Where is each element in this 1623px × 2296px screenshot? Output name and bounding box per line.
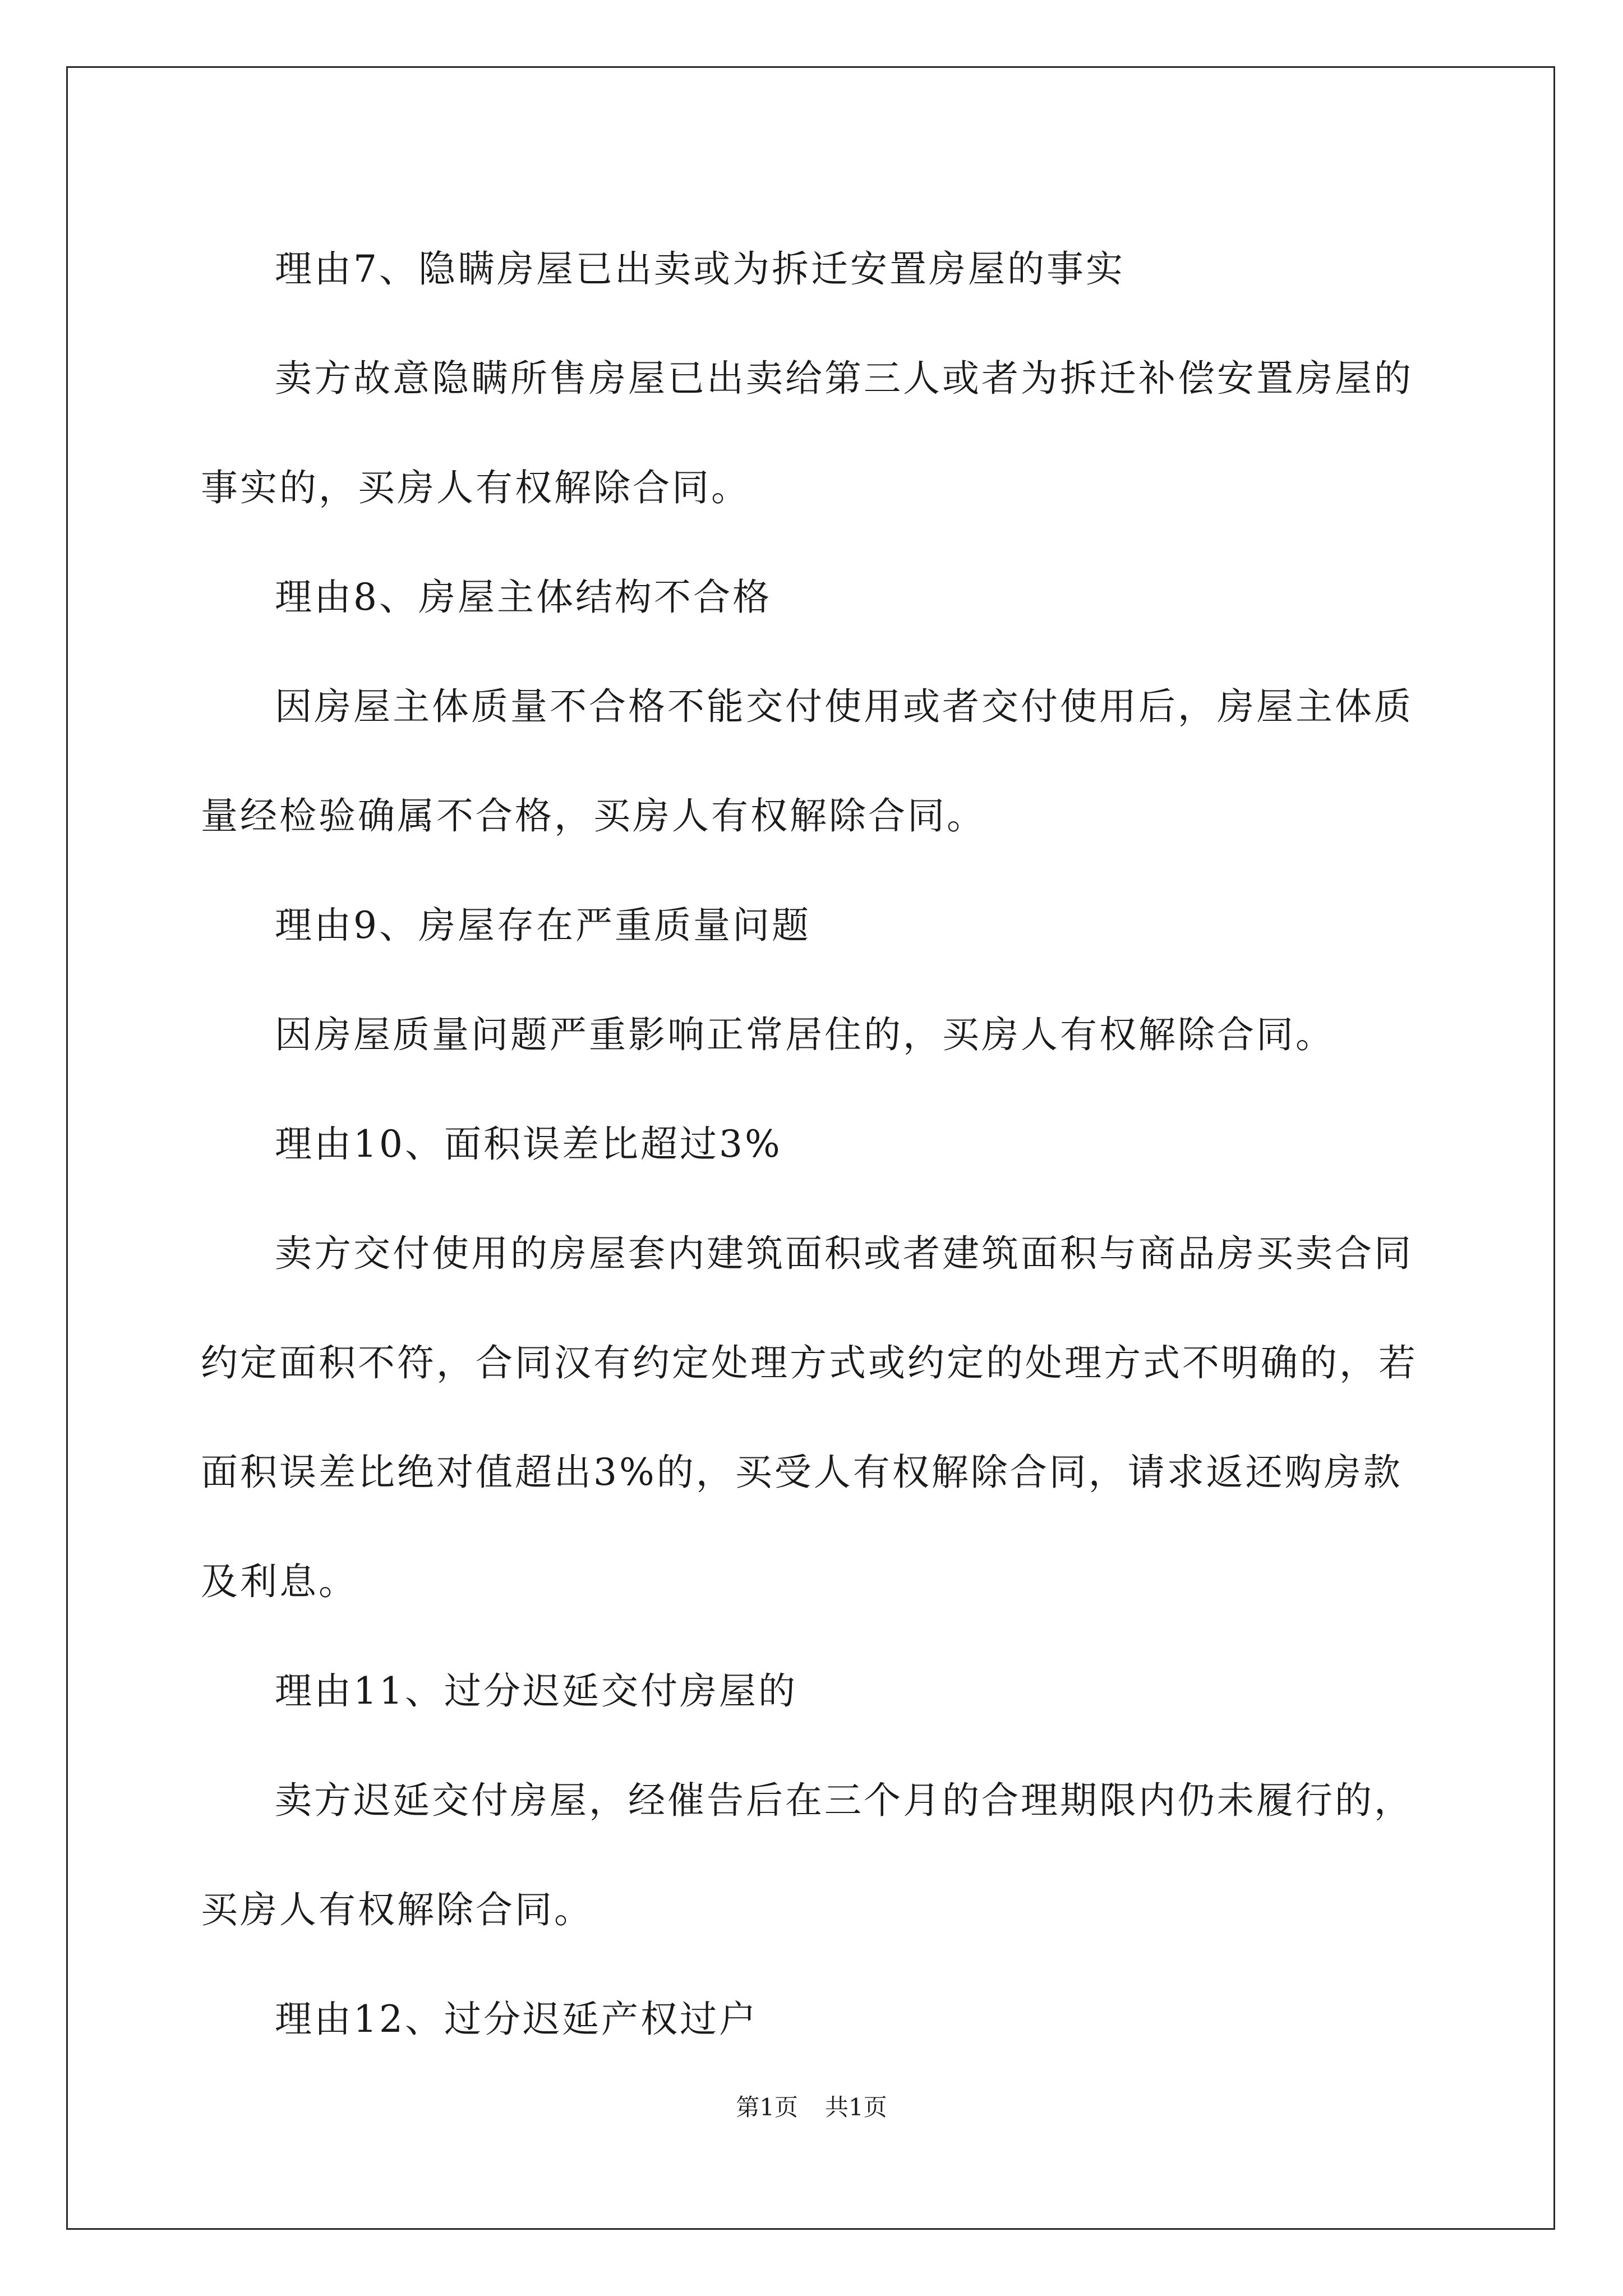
- reason-9-heading: 理由9、房屋存在严重质量问题: [275, 904, 811, 947]
- reason-11-body: 卖方迟延交付房屋，经催告后在三个月的合理期限内仍未履行的，买房人有权解除合同。: [201, 1779, 1413, 1931]
- reason-11-heading: 理由11、过分迟延交付房屋的: [275, 1669, 797, 1713]
- reason-9-body: 因房屋质量问题严重影响正常居住的，买房人有权解除合同。: [275, 1013, 1335, 1056]
- reason-8-heading: 理由8、房屋主体结构不合格: [275, 576, 772, 619]
- page-number-total: 共1页: [825, 2093, 887, 2121]
- reason-12-heading: 理由12、过分迟延产权过户: [275, 1998, 758, 2041]
- page-number-current: 第1页: [736, 2093, 798, 2121]
- document-body: [201, 214, 1423, 2074]
- page-footer: [0, 2091, 1623, 2124]
- reason-10-body: 卖方交付使用的房屋套内建筑面积或者建筑面积与商品房买卖合同约定面积不符，合同汉有约定处理方式或约定的处理方式不明确的，若面积误差比绝对值超出3%的，买受人有权解除合同，请求返还购房款及利息。: [201, 1232, 1418, 1603]
- reason-8-body: 因房屋主体质量不合格不能交付使用或者交付使用后，房屋主体质量经检验确属不合格，买房人有权解除合同。: [201, 685, 1413, 838]
- reason-10-heading: 理由10、面积误差比超过3%: [275, 1122, 782, 1166]
- reason-7-heading: 理由7、隐瞒房屋已出卖或为拆迁安置房屋的事实: [275, 247, 1125, 291]
- reason-7-body: 卖方故意隐瞒所售房屋已出卖给第三人或者为拆迁补偿安置房屋的事实的，买房人有权解除合同。: [201, 357, 1413, 509]
